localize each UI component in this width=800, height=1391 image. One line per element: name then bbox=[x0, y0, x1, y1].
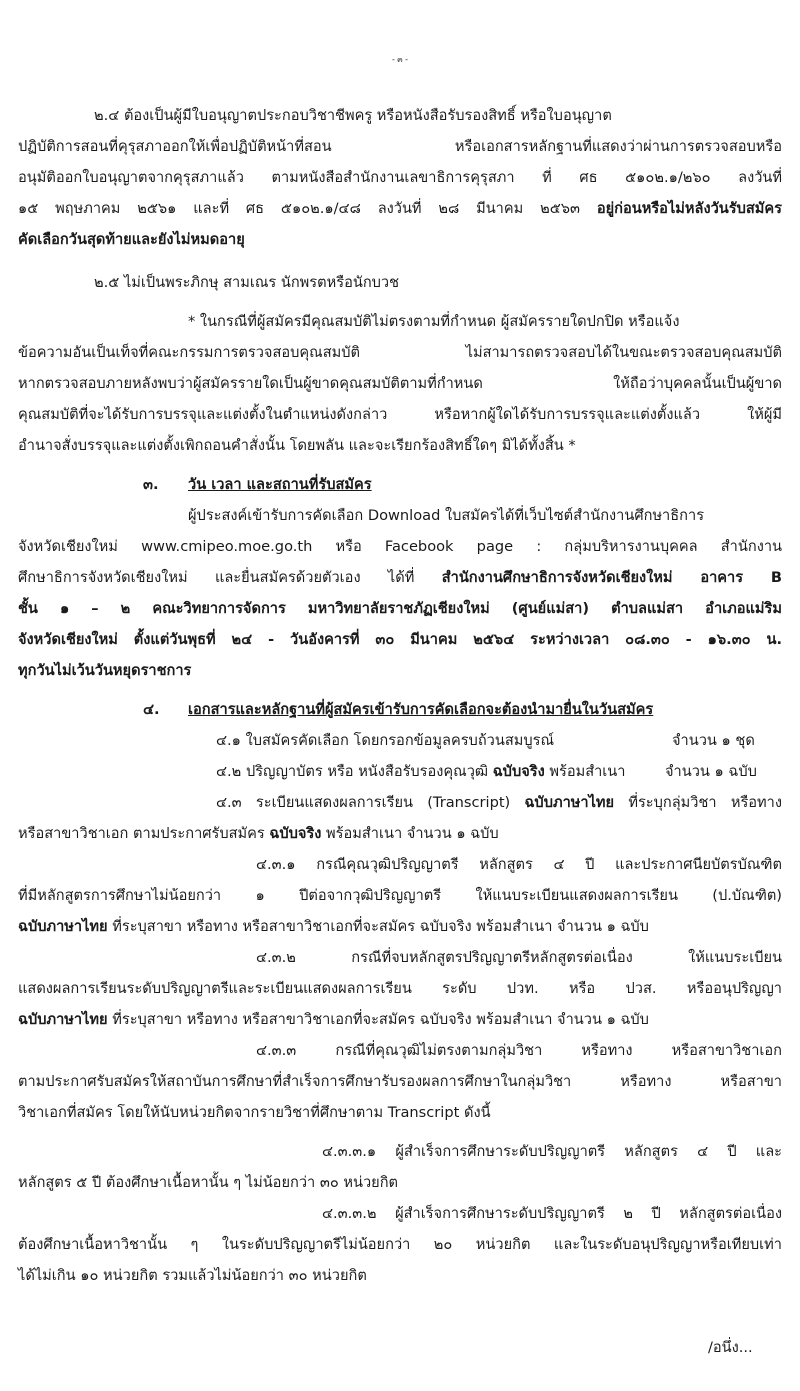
item-4-3-line-2-tail: พร้อมสำเนา จำนวน ๑ ฉบับ bbox=[321, 825, 499, 842]
s2-4-line-4-text: ๑๕ พฤษภาคม ๒๕๖๑ และที่ ศธ ๕๑๐๒.๑/๔๘ ลงวันที่ ๒๘ มีนาคม ๒๕๖๓ bbox=[18, 200, 597, 217]
s3-number: ๓. bbox=[143, 476, 159, 493]
item-4-3-1-line-3 bbox=[18, 917, 649, 937]
s4-number: ๔. bbox=[143, 701, 160, 718]
item-4-3-3-2-line-3: ได้ไม่เกิน ๑๐ หน่วยกิต รวมแล้วไม่น้อยกว่า ๓๐ หน่วยกิต bbox=[18, 1267, 367, 1284]
item-4-3-3-2-line-1: ๔.๓.๓.๒ ผู้สำเร็จการศึกษาระดับปริญญาตรี ๒ ปี หลักสูตรต่อเนื่อง bbox=[322, 1205, 782, 1222]
item-4-3-1-line-2: ที่มีหลักสูตรการศึกษาไม่น้อยกว่า ๑ ปีต่อจากวุฒิปริญญาตรี ให้แนบระเบียนแสดงผลการเรียน (ป.บัณฑิต) bbox=[18, 887, 782, 904]
item-4-3-2-bold: ฉบับภาษาไทย bbox=[18, 1011, 108, 1028]
item-4-2 bbox=[216, 762, 625, 782]
item-4-3-tail: ที่ระบุกลุ่มวิชา หรือทาง bbox=[614, 794, 782, 811]
item-4-3-3-1-line-2: หลักสูตร ๕ ปี ต้องศึกษาเนื้อหานั้น ๆ ไม่น้อยกว่า ๓๐ หน่วยกิต bbox=[18, 1174, 399, 1191]
s2-4-line-3: อนุมัติออกใบอนุญาตจากคุรุสภาแล้ว ตามหนังสือสำนักงานเลขาธิการคุรุสภา ที่ ศธ ๕๑๐๒.๑/๒๖๐ ลงวันที่ bbox=[18, 169, 782, 186]
s3-line-4: ชั้น ๑ – ๒ คณะวิทยาการจัดการ มหาวิทยาลัยราชภัฏเชียงใหม่ (ศูนย์แม่สา) ตำบลแม่สา อำเภอแม่ริม bbox=[18, 600, 782, 617]
item-4-2-tail: พร้อมสำเนา bbox=[544, 763, 626, 780]
note-line-2: ข้อความอันเป็นเท็จที่คณะกรรมการตรวจสอบคุณสมบัติ ไม่สามารถตรวจสอบได้ในขณะตรวจสอบคุณสมบัติ bbox=[18, 344, 782, 361]
continuation-marker: /อนึ่ง... bbox=[708, 1339, 753, 1356]
s3-line-3-text: ศึกษาธิการจังหวัดเชียงใหม่ และยื่นสมัครด้วยตัวเอง ได้ที่ bbox=[18, 569, 442, 586]
s2-4-line-5: คัดเลือกวันสุดท้ายและยังไม่หมดอายุ bbox=[18, 231, 245, 248]
s2-5-line: ๒.๕ ไม่เป็นพระภิกษุ สามเณร นักพรตหรือนักบวช bbox=[94, 274, 400, 291]
s3-line-3-bold: สำนักงานศึกษาธิการจังหวัดเชียงใหม่ อาคาร B bbox=[441, 569, 782, 586]
item-4-3-2-line-1: ๔.๓.๒ กรณีที่จบหลักสูตรปริญญาตรีหลักสูตรต่อเนื่อง ให้แนบระเบียน bbox=[256, 949, 782, 966]
item-4-3-2-tail: ที่ระบุสาขา หรือทาง หรือสาขาวิชาเอกที่จะสมัคร ฉบับจริง พร้อมสำเนา จำนวน ๑ ฉบับ bbox=[107, 1011, 649, 1028]
s3-line-2: จังหวัดเชียงใหม่ www.cmipeo.moe.go.th หรือ Facebook page : กลุ่มบริหารงานบุคคล สำนักงาน bbox=[18, 538, 782, 555]
s2-4-line-4 bbox=[18, 199, 782, 219]
item-4-3-text: ๔.๓ ระเบียนแสดงผลการเรียน (Transcript) bbox=[216, 794, 525, 811]
item-4-3-bold: ฉบับภาษาไทย bbox=[524, 794, 615, 811]
item-4-2-qty: จำนวน ๑ ฉบับ bbox=[665, 763, 757, 780]
s3-title: วัน เวลา และสถานที่รับสมัคร bbox=[188, 476, 372, 493]
item-4-1: ๔.๑ ใบสมัครคัดเลือก โดยกรอกข้อมูลครบถ้วนสมบูรณ์ bbox=[216, 732, 555, 749]
item-4-2-bold: ฉบับจริง bbox=[492, 763, 545, 780]
item-4-3-3-line-2: ตามประกาศรับสมัครให้สถาบันการศึกษาที่สำเร็จการศึกษารับรองผลการศึกษาในกลุ่มวิชา หรือทาง หรือสาขา bbox=[18, 1073, 782, 1090]
item-4-3-line-2 bbox=[18, 824, 499, 844]
note-line-4: คุณสมบัติที่จะได้รับการบรรจุและแต่งตั้งในตำแหน่งดังกล่าว หรือหากผู้ใดได้รับการบรรจุและแต่งตั้งแล้ว ให้ผู้มี bbox=[18, 406, 782, 423]
item-4-3-line-2-text: หรือสาขาวิชาเอก ตามประกาศรับสมัคร bbox=[18, 825, 270, 842]
item-4-3-line-1 bbox=[216, 793, 782, 813]
s3-line-6: ทุกวันไม่เว้นวันหยุดราชการ bbox=[18, 662, 192, 679]
note-line-3: หากตรวจสอบภายหลังพบว่าผู้สมัครรายใดเป็นผู้ขาดคุณสมบัติตามที่กำหนด ให้ถือว่าบุคคลนั้นเป็นผู้ขาด bbox=[18, 375, 782, 392]
item-4-3-1-line-1: ๔.๓.๑ กรณีคุณวุฒิปริญญาตรี หลักสูตร ๔ ปี และประกาศนียบัตรบัณฑิต bbox=[256, 856, 782, 873]
note-line-5: อำนาจสั่งบรรจุและแต่งตั้งเพิกถอนคำสั่งนั้น โดยพลัน และจะเรียกร้องสิทธิ์ใดๆ มิได้ทั้งสิ้น * bbox=[18, 437, 576, 454]
item-4-2-text: ๔.๒ ปริญญาบัตร หรือ หนังสือรับรองคุณวุฒิ bbox=[216, 763, 493, 780]
s2-4-line-1: ๒.๔ ต้องเป็นผู้มีใบอนุญาตประกอบวิชาชีพครู หรือหนังสือรับรองสิทธิ์ หรือใบอนุญาต bbox=[94, 107, 612, 124]
item-4-3-3-2-line-2: ต้องศึกษาเนื้อหาวิชานั้น ๆ ในระดับปริญญาตรีไม่น้อยกว่า ๒๐ หน่วยกิต และในระดับอนุปริญญาหรือเทียบเท่า bbox=[18, 1236, 782, 1253]
s4-title: เอกสารและหลักฐานที่ผู้สมัครเข้ารับการคัดเลือกจะต้องนำมายื่นในวันสมัคร bbox=[188, 701, 654, 718]
note-line-1: * ในกรณีที่ผู้สมัครมีคุณสมบัติไม่ตรงตามที่กำหนด ผู้สมัครรายใดปกปิด หรือแจ้ง bbox=[188, 313, 680, 330]
item-4-3-3-line-3: วิชาเอกที่สมัคร โดยให้นับหน่วยกิตจากรายวิชาที่ศึกษาตาม Transcript ดังนี้ bbox=[18, 1104, 491, 1121]
item-4-3-1-tail: ที่ระบุสาขา หรือทาง หรือสาขาวิชาเอกที่จะสมัคร ฉบับจริง พร้อมสำเนา จำนวน ๑ ฉบับ bbox=[107, 918, 649, 935]
item-4-3-3-1-line-1: ๔.๓.๓.๑ ผู้สำเร็จการศึกษาระดับปริญญาตรี หลักสูตร ๔ ปี และ bbox=[322, 1143, 782, 1160]
item-4-3-line-2-bold: ฉบับจริง bbox=[269, 825, 322, 842]
s3-line-5: จังหวัดเชียงใหม่ ตั้งแต่วันพุธที่ ๒๔ - วันอังคารที่ ๓๐ มีนาคม ๒๕๖๔ ระหว่างเวลา ๐๘.๓๐ - ๑๖.๓๐ น. bbox=[18, 631, 782, 648]
page-number: - ๓ - bbox=[391, 55, 408, 64]
s3-line-3 bbox=[18, 568, 782, 588]
item-4-3-3-line-1: ๔.๓.๓ กรณีที่คุณวุฒิไม่ตรงตามกลุ่มวิชา หรือทาง หรือสาขาวิชาเอก bbox=[256, 1042, 782, 1059]
item-4-3-2-line-3 bbox=[18, 1010, 649, 1030]
s2-4-line-4-bold: อยู่ก่อนหรือไม่หลังวันรับสมัคร bbox=[596, 200, 782, 217]
item-4-3-2-line-2: แสดงผลการเรียนระดับปริญญาตรีและระเบียนแสดงผลการเรียน ระดับ ปวท. หรือ ปวส. หรืออนุปริญญา bbox=[18, 980, 782, 997]
s2-4-line-2: ปฏิบัติการสอนที่คุรุสภาออกให้เพื่อปฏิบัติหน้าที่สอน หรือเอกสารหลักฐานที่แสดงว่าผ่านการตรวจสอบหรือ bbox=[18, 138, 782, 155]
item-4-3-1-bold: ฉบับภาษาไทย bbox=[18, 918, 108, 935]
item-4-1-qty: จำนวน ๑ ชุด bbox=[672, 732, 755, 749]
s3-line-1: ผู้ประสงค์เข้ารับการคัดเลือก Download ใบสมัครได้ที่เว็บไซต์สำนักงานศึกษาธิการ bbox=[188, 507, 705, 524]
